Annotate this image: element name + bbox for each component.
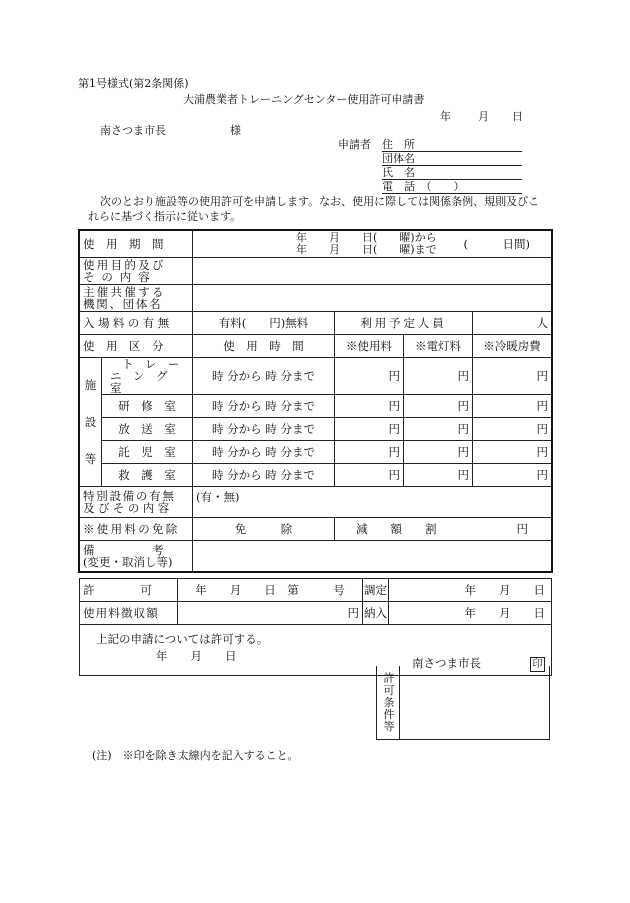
assess-date: 年 月 日: [464, 583, 545, 597]
purpose-label-2: その内容: [83, 270, 157, 284]
special-label-cell: [80, 487, 193, 518]
room-electric-cell[interactable]: [404, 418, 473, 441]
exemption-reduce: 減 額 割: [356, 522, 437, 537]
room-electric-unit: 円: [457, 468, 469, 483]
room-time: 時 分から 時 分まで: [212, 445, 315, 460]
room-row: [80, 395, 552, 418]
room-row: [80, 418, 552, 441]
organizer-label-cell: [80, 285, 193, 312]
header-date-month: 月: [478, 110, 489, 123]
paid-date: 年 月 日: [464, 606, 545, 620]
approval-date: 年 月 日: [156, 649, 237, 663]
room-name: 託 児 室: [118, 445, 176, 460]
room-time-cell[interactable]: [193, 441, 335, 464]
room-name: 研 修 室: [118, 399, 176, 414]
usage-fee-label: ※使用料: [346, 339, 392, 353]
applicant-name-label: 氏 名: [382, 166, 415, 179]
planned-label: 利用予定人員: [360, 316, 447, 330]
applicant-group-label: 団体名: [382, 152, 415, 165]
room-row: [80, 464, 552, 487]
organizer-label-1: 主催共催する: [83, 284, 166, 299]
fee-row: [80, 602, 552, 625]
usage-header-row: [80, 335, 552, 358]
room-heating-unit: 円: [536, 445, 549, 460]
organizer-label-2: 機関、団体名: [83, 297, 163, 311]
admission-label: 入場料の有無: [83, 316, 173, 330]
room-name: 放 送 室: [118, 422, 176, 437]
assess-label: 調定: [364, 583, 387, 597]
organizer-row: [80, 285, 552, 312]
room-heating-unit: 円: [536, 399, 549, 414]
special-value: (有・無): [196, 490, 240, 505]
room-heating-cell[interactable]: [473, 464, 552, 487]
room-time: 時 分から 時 分まで: [212, 399, 315, 414]
purpose-value-cell[interactable]: [193, 258, 552, 285]
special-label-1: 特別設備の有無: [83, 489, 176, 504]
usage-electric-header: [404, 335, 473, 358]
room-fee-cell[interactable]: [335, 441, 404, 464]
room-heating-cell[interactable]: [473, 441, 552, 464]
room-fee-cell[interactable]: [335, 464, 404, 487]
room-row: [80, 441, 552, 464]
exemption-yen: 円: [516, 522, 529, 537]
permit-value-cell[interactable]: [178, 579, 363, 602]
remarks-label-cell: [80, 541, 193, 572]
paid-label-cell: [363, 602, 389, 625]
room-electric-unit: 円: [457, 399, 469, 414]
room-time-cell[interactable]: [193, 395, 335, 418]
special-row: [80, 487, 552, 518]
purpose-label-cell: [80, 258, 193, 285]
period-from: 年 月 日( 曜)から: [296, 231, 437, 245]
remarks-value-cell[interactable]: [193, 541, 552, 572]
usage-electric-label: ※電灯料: [415, 339, 461, 353]
room-name-cell: [102, 441, 193, 464]
conditions-box[interactable]: [376, 666, 550, 740]
room-time-cell[interactable]: [193, 358, 335, 395]
room-time: 時 分から 時 分まで: [212, 422, 315, 437]
period-to: 年 月 日( 曜)まで: [296, 243, 437, 256]
facility-label-1: 施: [84, 377, 97, 392]
admission-label-cell: [80, 312, 193, 335]
room-electric-cell[interactable]: [404, 395, 473, 418]
period-days: ( 日間): [463, 237, 531, 251]
exemption-reduce-cell[interactable]: [335, 518, 552, 541]
assess-date-cell[interactable]: [389, 579, 552, 602]
fee-label-cell: [80, 602, 178, 625]
approval-text: 上記の申請については許可する。: [96, 632, 269, 646]
room-time: 時 分から 時 分まで: [212, 369, 315, 384]
room-time-cell[interactable]: [193, 418, 335, 441]
room-electric-unit: 円: [457, 369, 469, 384]
room-heating-cell[interactable]: [473, 395, 552, 418]
room-fee-unit: 円: [388, 445, 400, 460]
planned-label-cell: [335, 312, 473, 335]
admission-row: [80, 312, 552, 335]
room-electric-unit: 円: [457, 422, 469, 437]
room-electric-unit: 円: [457, 445, 469, 460]
room-electric-cell[interactable]: [404, 464, 473, 487]
room-time-cell[interactable]: [193, 464, 335, 487]
exemption-exempt-cell[interactable]: [193, 518, 335, 541]
room-fee-unit: 円: [388, 369, 400, 384]
applicant-phone-field[interactable]: [382, 181, 522, 194]
fee-yen: 円: [347, 606, 359, 620]
header-date-year: 年: [440, 110, 451, 123]
assess-label-cell: [363, 579, 389, 602]
exemption-exempt: 免 除: [234, 522, 293, 537]
facility-label-cell: [80, 358, 102, 487]
planned-unit: 人: [536, 316, 549, 330]
form-title: 大浦農業者トレーニングセンター使用許可申請書: [183, 93, 425, 106]
applicant-label: 申請者: [338, 138, 371, 151]
period-label: 使 用 期 間: [83, 237, 164, 251]
footnote: (注) ※印を除き太線内を記入すること。: [92, 749, 299, 762]
usage-heating-header: [473, 335, 552, 358]
room-fee-unit: 円: [388, 422, 400, 437]
usage-fee-header: [335, 335, 404, 358]
period-label-cell: [80, 231, 193, 258]
permit-label-cell: [80, 579, 178, 602]
fee-value-cell[interactable]: [178, 602, 363, 625]
room-name-cell: [102, 418, 193, 441]
organizer-value-cell[interactable]: [193, 285, 552, 312]
period-value-cell[interactable]: [193, 231, 552, 258]
planned-value-cell[interactable]: [473, 312, 552, 335]
period-row: [80, 231, 552, 258]
applicant-address-field[interactable]: [382, 139, 522, 152]
room-name-cell: [102, 358, 193, 395]
room-heating-cell[interactable]: [473, 358, 552, 395]
room-name-cell: [102, 464, 193, 487]
applicant-group-field[interactable]: [382, 153, 522, 166]
recipient-honorific: 様: [230, 124, 241, 137]
room-fee-unit: 円: [388, 399, 400, 414]
room-electric-cell[interactable]: [404, 358, 473, 395]
header-date-day: 日: [512, 110, 523, 123]
permit-row: [80, 579, 552, 602]
remarks-label-2: (変更・取消し等): [83, 555, 173, 570]
facility-label-3: 等: [84, 452, 97, 467]
intro-text: 次のとおり施設等の使用許可を申請します。なお、使用に際しては関係条例、規則及びこれらに基づく指示に従います。: [88, 195, 540, 223]
permit-table: [79, 578, 552, 676]
usage-time-header: [193, 335, 335, 358]
room-name-line1: ト レ ー: [122, 357, 180, 371]
usage-category-label: 使 用 区 分: [83, 339, 164, 353]
purpose-row: [80, 258, 552, 285]
exemption-label: ※使用料の免除: [83, 522, 180, 537]
room-fee-cell[interactable]: [335, 418, 404, 441]
purpose-label-1: 使用目的及び: [83, 257, 166, 272]
permit-value: 年 月 日 第 号: [195, 583, 345, 597]
usage-heating-label: ※冷暖房費: [483, 339, 541, 353]
exemption-label-cell: [80, 518, 193, 541]
applicant-address-label: 住 所: [382, 138, 415, 151]
facility-label-2: 設: [84, 415, 97, 430]
remarks-row: [80, 541, 552, 572]
conditions-label-cell: [377, 666, 400, 739]
room-name-cell: [102, 395, 193, 418]
remarks-label-1: 備 考: [83, 543, 164, 558]
usage-form-table: [79, 230, 552, 572]
fee-label: 使用料徴収額: [83, 606, 159, 620]
permit-label: 許 可: [83, 583, 152, 597]
special-value-cell[interactable]: [193, 487, 552, 518]
admission-value: 有料( 円)無料: [218, 316, 309, 330]
usage-category-header: [80, 335, 193, 358]
room-row: [80, 358, 552, 395]
recipient: 南さつま市長: [100, 124, 166, 137]
paid-label: 納入: [364, 606, 387, 620]
admission-value-cell[interactable]: [193, 312, 335, 335]
approval-mayor: 南さつま市長: [412, 656, 481, 670]
room-time: 時 分から 時 分まで: [212, 468, 315, 483]
room-name: 救 護 室: [118, 468, 176, 483]
usage-time-label: 使 用 時 間: [223, 339, 304, 353]
room-fee-cell[interactable]: [335, 358, 404, 395]
room-heating-cell[interactable]: [473, 418, 552, 441]
room-fee-cell[interactable]: [335, 395, 404, 418]
room-electric-cell[interactable]: [404, 441, 473, 464]
room-heating-unit: 円: [536, 422, 549, 437]
special-label-2: 及びその内容: [83, 501, 173, 516]
room-heating-unit: 円: [536, 369, 549, 384]
exemption-row: [80, 518, 552, 541]
room-fee-unit: 円: [388, 468, 400, 483]
seal-label: 印: [532, 659, 543, 670]
room-name-line2: ニ ン グ 室: [110, 369, 179, 396]
applicant-phone-label: 電 話 （ ）: [382, 180, 465, 193]
form-number: 第1号様式(第2条関係): [78, 77, 189, 90]
paid-date-cell[interactable]: [389, 602, 552, 625]
room-heating-unit: 円: [536, 468, 549, 483]
conditions-label: 許可条件等: [382, 672, 395, 733]
applicant-name-field[interactable]: [382, 167, 522, 180]
